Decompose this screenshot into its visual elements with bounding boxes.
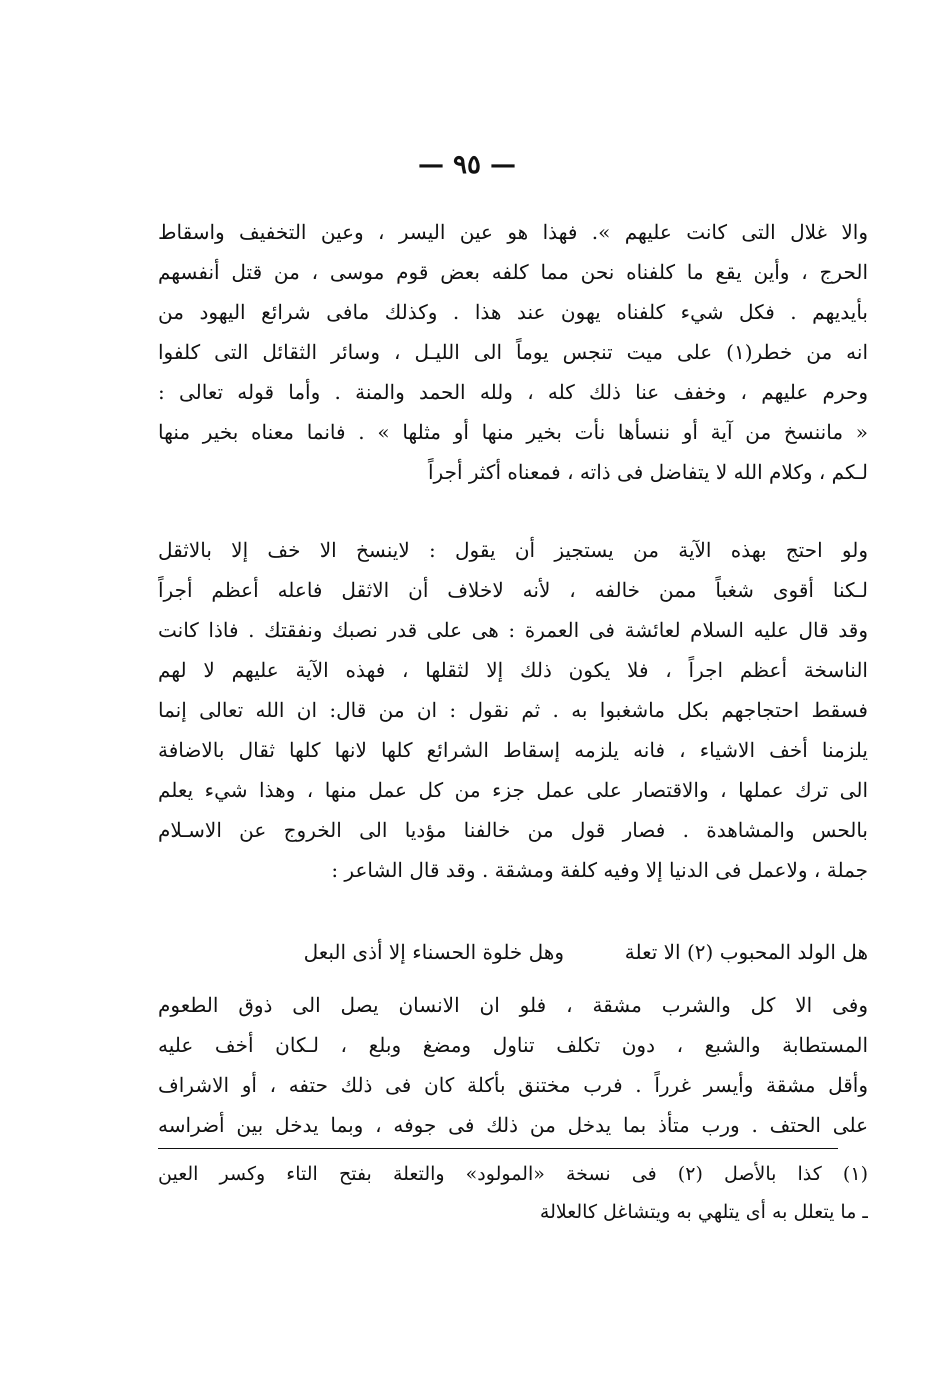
verse-line <box>158 932 868 972</box>
text-line: وأقل مشقة وأيسر غرراً . فرب مختنق بأكلة كان فى ذلك حتفه ، أو الاشراف <box>158 1073 868 1097</box>
footnotes <box>158 1155 868 1231</box>
text-line: لـكنا أقوى شغباً ممن خالفه ، لأنه لاخلاف أن الاثقل فاعله أعظم أجراً <box>158 578 868 602</box>
text-line: وقد قال عليه السلام لعائشة فى العمرة : هى على قدر نصبك ونفقتك . فاذا كانت <box>158 618 868 642</box>
text-line: ولو احتج بهذه الآية من يستجيز أن يقول : لاينسخ الا خف إلا بالاثقل <box>158 538 868 562</box>
text-line: الحرج ، وأين يقع ما كلفناه نحن مما كلفه بعض قوم موسى ، من قتل أنفسهم <box>158 260 868 284</box>
poem-verse <box>158 932 868 972</box>
footnote-divider <box>158 1148 838 1149</box>
paragraph-3 <box>158 985 868 1145</box>
paragraph-2 <box>158 530 868 890</box>
text-line: بالحس والمشاهدة . فصار قول من خالفنا مؤديا الى الخروج عن الاسـلام <box>158 818 868 842</box>
text-line: بأيديهم . فكل شيء كلفناه يهون عند هذا . وكذلك مافى شرائع اليهود من <box>158 300 868 324</box>
text-line: يلزمنا أخف الاشياء ، فانه يلزمه إسقاط الشرائع كلها لانها كلها ثقال بالاضافة <box>158 738 868 762</box>
text-line: الى ترك عملها ، والاقتصار على عمل جزء من كل عمل منها ، وهذا شيء يعلم <box>158 778 868 802</box>
verse-hemistich-2: وهل خلوة الحسناء إلا أذى البعل <box>303 940 565 964</box>
paragraph-1 <box>158 212 868 492</box>
text-line: « ماننسخ من آية أو ننسأها نأت بخير منها أو مثلها » . فانما معناه بخير منها <box>158 420 868 444</box>
text-line: لـكم ، وكلام الله لا يتفاضل فى ذاته ، فمعناه أكثر أجراً <box>427 460 868 484</box>
text-line: وحرم عليهم ، وخفف عنا ذلك كله ، ولله الحمد والمنة . وأما قوله تعالى : <box>158 380 868 404</box>
footnote-line: ـ ما يتعلل به أى يتلهي به ويتشاغل كالعلالة <box>539 1201 868 1223</box>
page-number: — ٩٥ — <box>417 150 517 180</box>
text-line: وفى الا كل والشرب مشقة ، فلو ان الانسان يصل الى ذوق الطعوم <box>158 993 868 1017</box>
text-line: على الحتف . ورب متأذ بما يدخل من ذلك فى جوفه ، وبما يدخل بين أضراسه <box>158 1113 868 1137</box>
verse-hemistich-1: هل الولد المحبوب (٢) الا تعلة <box>624 940 868 964</box>
text-line: انه من خطر(١) على ميت تنجس يوماً الى الليـل ، وسائر الثقائل التى كلفوا <box>158 340 868 364</box>
text-line: والا غلال التى كانت عليهم ». فهذا هو عين اليسر ، وعين التخفيف واسقاط <box>158 220 868 244</box>
text-line: جملة ، ولاعمل فى الدنيا إلا وفيه كلفة ومشقة . وقد قال الشاعر : <box>331 858 868 882</box>
text-line: الناسخة أعظم اجراً ، فلا يكون ذلك إلا لثقلها ، فهذه الآية عليهم لا لهم <box>158 658 868 682</box>
text-line: المستطابة والشبع ، دون تكلف تناول ومضغ وبلع ، لـكان أخف عليه <box>158 1033 868 1057</box>
footnote-line: (١) كذا بالأصل (٢) فى نسخة «المولود» والتعلة بفتح التاء وكسر العين <box>158 1163 868 1185</box>
text-line: فسقط احتجاجهم بكل ماشغبوا به . ثم نقول : ان من قال: ان الله تعالى إنما <box>158 698 868 722</box>
